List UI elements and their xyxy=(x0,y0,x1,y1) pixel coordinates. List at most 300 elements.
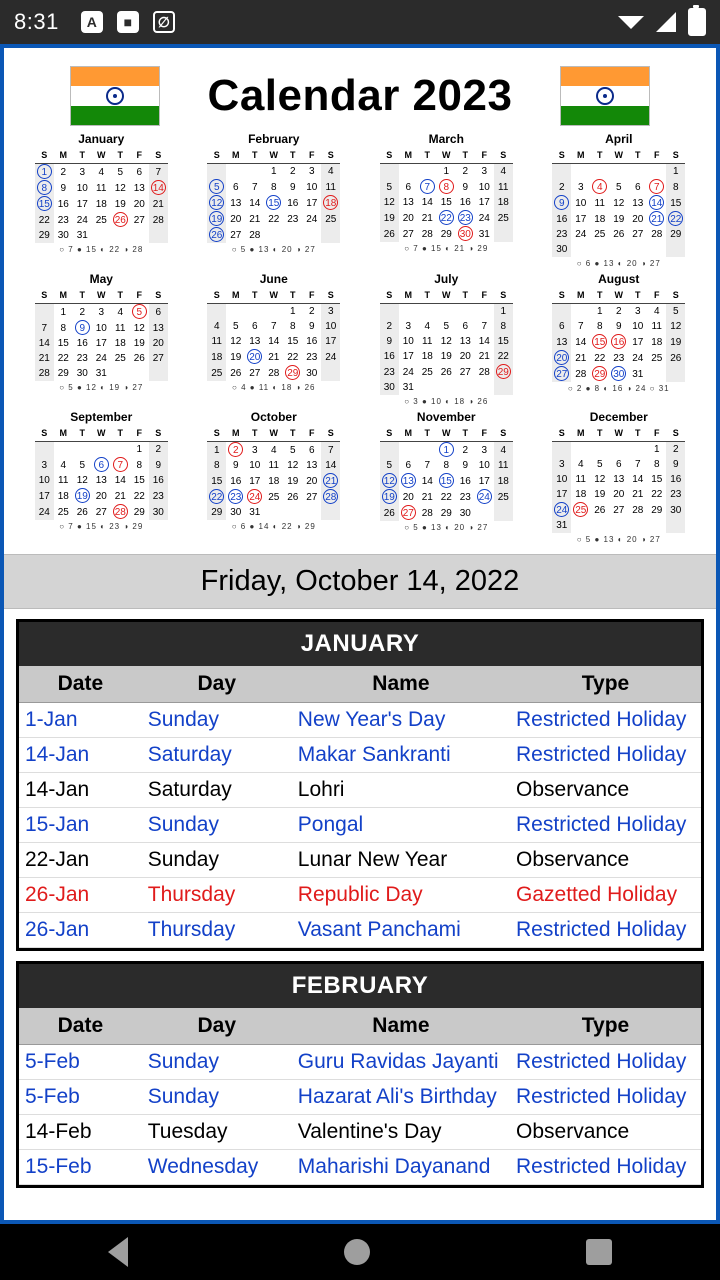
mini-day[interactable]: 3 xyxy=(308,166,315,177)
mini-day[interactable]: 28 xyxy=(111,504,130,520)
mini-day[interactable]: 22 xyxy=(207,489,226,505)
mini-day[interactable]: 6 xyxy=(149,304,168,321)
mini-day[interactable]: 5 xyxy=(289,444,296,456)
mini-day[interactable]: 9 xyxy=(615,321,622,332)
mini-day[interactable]: 1 xyxy=(270,166,277,177)
mini-day[interactable]: 19 xyxy=(207,211,226,227)
mini-day[interactable]: 17 xyxy=(76,198,88,210)
mini-day[interactable]: 10 xyxy=(321,319,340,334)
mini-day[interactable]: 16 xyxy=(57,198,69,210)
mini-month-august[interactable] xyxy=(536,272,703,406)
mini-day[interactable]: 5 xyxy=(130,304,149,321)
mini-day[interactable]: 24 xyxy=(632,352,644,364)
mini-day[interactable]: 11 xyxy=(96,182,107,194)
mini-month-january[interactable] xyxy=(18,132,185,268)
mini-day[interactable]: 10 xyxy=(478,460,490,471)
mini-day[interactable]: 30 xyxy=(380,380,399,395)
mini-day[interactable]: 12 xyxy=(287,460,299,471)
mini-day[interactable]: 28 xyxy=(575,368,587,380)
mini-day[interactable]: 31 xyxy=(76,230,88,241)
mini-day[interactable]: 9 xyxy=(149,457,168,473)
mini-day[interactable]: 6 xyxy=(308,444,315,456)
mini-day[interactable]: 22 xyxy=(666,211,685,227)
mini-day[interactable]: 27 xyxy=(402,228,414,240)
mini-day[interactable]: 1 xyxy=(437,442,456,459)
mini-day[interactable]: 24 xyxy=(575,229,587,240)
mini-month-july[interactable] xyxy=(363,272,530,406)
mini-day[interactable]: 2 xyxy=(462,444,469,456)
mini-day[interactable]: 23 xyxy=(226,489,245,505)
mini-day[interactable]: 25 xyxy=(207,365,226,381)
mini-day[interactable]: 15 xyxy=(440,197,452,208)
mini-day[interactable]: 2 xyxy=(552,179,571,195)
mini-day[interactable]: 23 xyxy=(613,352,625,364)
mini-day[interactable]: 17 xyxy=(249,475,261,487)
mini-day[interactable]: 4 xyxy=(653,306,660,317)
mini-day[interactable]: 7 xyxy=(321,442,340,459)
mini-day[interactable]: 21 xyxy=(268,351,280,363)
mini-day[interactable]: 16 xyxy=(552,211,571,227)
mini-day[interactable]: 26 xyxy=(287,491,299,503)
mini-day[interactable]: 20 xyxy=(149,336,168,351)
mini-day[interactable]: 5 xyxy=(380,179,399,195)
mini-day[interactable]: 21 xyxy=(149,196,168,212)
mini-day[interactable]: 13 xyxy=(613,474,625,485)
mini-day[interactable]: 3 xyxy=(552,457,571,472)
mini-day[interactable]: 10 xyxy=(95,322,107,334)
mini-month-march[interactable] xyxy=(363,132,530,268)
mini-day[interactable]: 15 xyxy=(666,195,685,211)
mini-day[interactable]: 1 xyxy=(653,444,660,455)
table-row[interactable] xyxy=(19,878,701,913)
mini-day[interactable]: 7 xyxy=(424,460,431,471)
mini-day[interactable]: 5 xyxy=(666,304,685,320)
mini-day[interactable]: 30 xyxy=(609,366,628,382)
mini-day[interactable]: 19 xyxy=(73,488,92,504)
mini-day[interactable]: 15 xyxy=(590,334,609,350)
mini-day[interactable]: 21 xyxy=(647,211,666,227)
mini-day[interactable]: 3 xyxy=(98,306,105,318)
mini-day[interactable]: 14 xyxy=(149,180,168,196)
mini-day[interactable]: 30 xyxy=(552,242,571,257)
mini-day[interactable]: 16 xyxy=(609,334,628,350)
mini-day[interactable]: 25 xyxy=(494,210,513,226)
mini-day[interactable]: 23 xyxy=(306,351,318,363)
mini-day[interactable]: 30 xyxy=(666,502,685,518)
mini-day[interactable]: 27 xyxy=(306,491,318,503)
table-row[interactable] xyxy=(19,1150,701,1185)
table-row[interactable] xyxy=(19,913,701,948)
mini-day[interactable]: 11 xyxy=(494,179,513,195)
mini-day[interactable]: 9 xyxy=(60,182,67,194)
mini-day[interactable]: 18 xyxy=(575,489,587,500)
mini-day[interactable]: 9 xyxy=(462,181,469,193)
mini-day[interactable]: 27 xyxy=(230,229,242,241)
mini-day[interactable]: 26 xyxy=(594,504,606,516)
recents-nav-icon[interactable] xyxy=(586,1239,612,1265)
mini-day[interactable]: 23 xyxy=(456,210,475,226)
mini-day[interactable]: 3 xyxy=(634,306,641,317)
mini-day[interactable]: 27 xyxy=(459,366,471,378)
mini-day[interactable]: 30 xyxy=(149,504,168,520)
mini-day[interactable]: 3 xyxy=(481,166,488,177)
mini-day[interactable]: 3 xyxy=(251,444,258,456)
mini-day[interactable]: 20 xyxy=(95,490,107,502)
mini-day[interactable]: 16 xyxy=(306,336,318,347)
mini-day[interactable]: 14 xyxy=(421,475,433,487)
mini-day[interactable]: 20 xyxy=(613,489,625,500)
mini-day[interactable]: 20 xyxy=(230,213,242,225)
mini-day[interactable]: 7 xyxy=(418,179,437,195)
mini-day[interactable]: 22 xyxy=(651,489,663,500)
mini-day[interactable]: 3 xyxy=(35,457,54,473)
mini-day[interactable]: 11 xyxy=(651,321,662,332)
mini-day[interactable]: 11 xyxy=(115,322,126,334)
mini-day[interactable]: 30 xyxy=(456,226,475,242)
mini-day[interactable]: 20 xyxy=(245,349,264,365)
mini-day[interactable]: 4 xyxy=(424,321,431,332)
mini-day[interactable]: 26 xyxy=(76,506,88,518)
mini-day[interactable]: 29 xyxy=(494,364,513,380)
mini-day[interactable]: 25 xyxy=(95,214,107,226)
mini-day[interactable]: 26 xyxy=(111,212,130,228)
mini-day[interactable]: 14 xyxy=(421,197,433,208)
mini-day[interactable]: 4 xyxy=(60,459,67,471)
mini-day[interactable]: 8 xyxy=(494,319,513,334)
mini-day[interactable]: 13 xyxy=(459,336,471,347)
mini-day[interactable]: 19 xyxy=(380,489,399,505)
table-row[interactable] xyxy=(19,843,701,878)
mini-day[interactable]: 20 xyxy=(632,213,644,225)
mini-day[interactable]: 1 xyxy=(289,306,296,317)
mini-day[interactable]: 1 xyxy=(666,164,685,180)
mini-day[interactable]: 27 xyxy=(613,504,625,516)
mini-month-february[interactable] xyxy=(191,132,358,268)
mini-day[interactable]: 24 xyxy=(321,349,340,365)
mini-day[interactable]: 23 xyxy=(380,364,399,380)
mini-day[interactable]: 18 xyxy=(494,473,513,489)
mini-day[interactable]: 19 xyxy=(287,475,299,487)
mini-day[interactable]: 22 xyxy=(268,213,280,225)
mini-day[interactable]: 22 xyxy=(133,490,145,502)
mini-day[interactable]: 7 xyxy=(481,321,488,332)
mini-day[interactable]: 2 xyxy=(60,166,67,178)
mini-day[interactable]: 4 xyxy=(494,164,513,180)
mini-day[interactable]: 28 xyxy=(478,366,490,378)
mini-day[interactable]: 12 xyxy=(230,336,242,347)
mini-day[interactable]: 22 xyxy=(57,353,69,364)
mini-day[interactable]: 1 xyxy=(596,306,603,317)
mini-day[interactable]: 12 xyxy=(76,475,88,486)
mini-day[interactable]: 24 xyxy=(552,502,571,518)
mini-day[interactable]: 6 xyxy=(92,457,111,473)
mini-day[interactable]: 15 xyxy=(207,473,226,489)
mini-day[interactable]: 25 xyxy=(494,489,513,505)
mini-day[interactable]: 30 xyxy=(76,368,88,379)
mini-month-november[interactable] xyxy=(363,410,530,544)
mini-day[interactable]: 17 xyxy=(632,336,644,348)
mini-day[interactable]: 26 xyxy=(380,226,399,242)
mini-day[interactable]: 15 xyxy=(437,473,456,489)
mini-day[interactable]: 6 xyxy=(405,181,412,193)
mini-day[interactable]: 17 xyxy=(402,351,414,362)
mini-day[interactable]: 12 xyxy=(666,319,685,334)
mini-day[interactable]: 7 xyxy=(111,457,130,473)
table-row[interactable] xyxy=(19,738,701,773)
mini-day[interactable]: 7 xyxy=(35,320,54,336)
mini-day[interactable]: 23 xyxy=(287,213,299,225)
mini-day[interactable]: 26 xyxy=(230,367,242,379)
mini-day[interactable]: 24 xyxy=(245,489,264,505)
mini-day[interactable]: 21 xyxy=(632,489,644,500)
mini-day[interactable]: 1 xyxy=(35,164,54,181)
mini-day[interactable]: 25 xyxy=(321,211,340,227)
mini-day[interactable]: 23 xyxy=(149,488,168,504)
mini-day[interactable]: 29 xyxy=(207,505,226,520)
mini-day[interactable]: 14 xyxy=(249,197,261,209)
mini-day[interactable]: 21 xyxy=(421,491,433,503)
mini-day[interactable]: 15 xyxy=(35,196,54,212)
mini-day[interactable]: 2 xyxy=(308,306,315,317)
mini-day[interactable]: 18 xyxy=(268,475,280,487)
mini-day[interactable]: 2 xyxy=(462,166,469,177)
mini-day[interactable]: 16 xyxy=(149,473,168,488)
mini-day[interactable]: 18 xyxy=(594,213,606,225)
mini-day[interactable]: 3 xyxy=(405,321,412,332)
mini-day[interactable]: 13 xyxy=(95,475,107,486)
mini-day[interactable]: 23 xyxy=(76,353,88,364)
mini-month-june[interactable] xyxy=(191,272,358,406)
mini-day[interactable]: 24 xyxy=(306,213,318,225)
mini-day[interactable]: 17 xyxy=(552,487,571,502)
mini-day[interactable]: 6 xyxy=(405,460,412,471)
mini-day[interactable]: 5 xyxy=(232,321,239,332)
mini-day[interactable]: 17 xyxy=(478,475,490,487)
mini-day[interactable]: 14 xyxy=(268,336,280,347)
mini-day[interactable]: 25 xyxy=(114,353,126,364)
mini-day[interactable]: 19 xyxy=(230,351,242,363)
mini-day[interactable]: 10 xyxy=(249,460,261,471)
mini-day[interactable]: 18 xyxy=(114,338,126,349)
mini-day[interactable]: 29 xyxy=(133,506,145,518)
mini-day[interactable]: 14 xyxy=(35,336,54,351)
mini-day[interactable]: 17 xyxy=(321,334,340,349)
mini-day[interactable]: 1 xyxy=(136,444,143,455)
mini-day[interactable]: 19 xyxy=(594,489,606,500)
mini-day[interactable]: 12 xyxy=(133,322,145,334)
mini-day[interactable]: 28 xyxy=(35,366,54,381)
mini-day[interactable]: 17 xyxy=(575,213,587,225)
mini-day[interactable]: 4 xyxy=(207,319,226,334)
mini-day[interactable]: 5 xyxy=(443,321,450,332)
mini-day[interactable]: 6 xyxy=(462,321,469,332)
mini-day[interactable]: 25 xyxy=(57,506,69,518)
mini-day[interactable]: 14 xyxy=(647,195,666,211)
mini-day[interactable]: 20 xyxy=(402,212,414,224)
mini-day[interactable]: 16 xyxy=(459,475,471,487)
mini-day[interactable]: 11 xyxy=(321,179,340,195)
mini-day[interactable]: 13 xyxy=(632,197,644,209)
mini-day[interactable]: 16 xyxy=(287,197,299,209)
mini-day[interactable]: 4 xyxy=(270,444,277,456)
mini-day[interactable]: 13 xyxy=(552,334,571,350)
mini-day[interactable]: 18 xyxy=(321,195,340,211)
mini-day[interactable]: 12 xyxy=(440,336,452,347)
mini-day[interactable]: 2 xyxy=(615,306,622,317)
mini-day[interactable]: 29 xyxy=(283,365,302,381)
mini-day[interactable]: 4 xyxy=(98,166,105,178)
mini-day[interactable]: 1 xyxy=(494,304,513,320)
mini-day[interactable]: 9 xyxy=(289,181,296,193)
mini-day[interactable]: 8 xyxy=(653,459,660,470)
mini-day[interactable]: 1 xyxy=(60,306,67,318)
mini-day[interactable]: 13 xyxy=(133,182,145,194)
mini-day[interactable]: 21 xyxy=(35,351,54,366)
mini-day[interactable]: 28 xyxy=(249,229,261,241)
mini-day[interactable]: 20 xyxy=(402,491,414,503)
mini-day[interactable]: 30 xyxy=(57,230,69,241)
mini-day[interactable]: 25 xyxy=(594,229,606,240)
mini-day[interactable]: 13 xyxy=(399,473,418,489)
mini-day[interactable]: 2 xyxy=(226,442,245,459)
table-row[interactable] xyxy=(19,808,701,843)
mini-day[interactable]: 5 xyxy=(79,459,86,471)
mini-day[interactable]: 20 xyxy=(306,475,318,487)
mini-day[interactable]: 11 xyxy=(207,334,226,349)
table-row[interactable] xyxy=(19,1080,701,1115)
mini-day[interactable]: 1 xyxy=(207,442,226,459)
mini-day[interactable]: 18 xyxy=(207,349,226,365)
mini-day[interactable]: 31 xyxy=(402,382,414,393)
home-nav-icon[interactable] xyxy=(344,1239,370,1265)
mini-day[interactable]: 17 xyxy=(306,197,318,209)
mini-day[interactable]: 30 xyxy=(306,367,318,379)
mini-day[interactable]: 7 xyxy=(634,459,641,470)
mini-day[interactable]: 19 xyxy=(133,338,145,349)
mini-day[interactable]: 18 xyxy=(494,195,513,210)
mini-day[interactable]: 28 xyxy=(421,228,433,240)
mini-day[interactable]: 7 xyxy=(577,321,584,332)
mini-day[interactable]: 15 xyxy=(133,475,145,486)
mini-day[interactable]: 10 xyxy=(478,181,490,193)
mini-day[interactable]: 3 xyxy=(481,444,488,456)
mini-day[interactable]: 4 xyxy=(590,179,609,195)
mini-day[interactable]: 5 xyxy=(207,179,226,195)
mini-day[interactable]: 8 xyxy=(666,179,685,195)
mini-day[interactable]: 17 xyxy=(478,197,490,208)
mini-day[interactable]: 16 xyxy=(459,197,471,208)
mini-month-may[interactable] xyxy=(18,272,185,406)
mini-day[interactable]: 17 xyxy=(35,488,54,504)
mini-day[interactable]: 8 xyxy=(437,179,456,195)
mini-day[interactable]: 28 xyxy=(632,504,644,516)
mini-day[interactable]: 4 xyxy=(494,442,513,459)
mini-day[interactable]: 7 xyxy=(149,164,168,181)
mini-day[interactable]: 29 xyxy=(590,366,609,382)
mini-day[interactable]: 23 xyxy=(57,214,69,226)
mini-day[interactable]: 26 xyxy=(133,353,145,364)
mini-day[interactable]: 8 xyxy=(596,321,603,332)
mini-month-december[interactable] xyxy=(536,410,703,544)
mini-day[interactable]: 1 xyxy=(443,166,450,177)
mini-day[interactable]: 19 xyxy=(613,213,625,225)
mini-day[interactable]: 22 xyxy=(437,210,456,226)
mini-day[interactable]: 15 xyxy=(651,474,663,485)
mini-day[interactable]: 14 xyxy=(478,336,490,347)
mini-day[interactable]: 20 xyxy=(552,350,571,366)
mini-day[interactable]: 15 xyxy=(287,336,299,347)
mini-day[interactable]: 9 xyxy=(462,460,469,471)
mini-day[interactable]: 31 xyxy=(632,368,644,380)
mini-day[interactable]: 15 xyxy=(494,334,513,349)
mini-day[interactable]: 11 xyxy=(575,474,586,485)
mini-day[interactable]: 17 xyxy=(95,338,107,349)
mini-day[interactable]: 30 xyxy=(459,507,471,519)
mini-day[interactable]: 4 xyxy=(321,164,340,180)
mini-day[interactable]: 24 xyxy=(95,353,107,364)
mini-day[interactable]: 12 xyxy=(594,474,606,485)
mini-day[interactable]: 14 xyxy=(575,336,587,348)
mini-day[interactable]: 14 xyxy=(114,475,126,486)
mini-day[interactable]: 18 xyxy=(95,198,107,210)
mini-day[interactable]: 9 xyxy=(380,334,399,349)
mini-day[interactable]: 21 xyxy=(575,352,587,364)
mini-day[interactable]: 15 xyxy=(57,338,69,349)
mini-day[interactable]: 26 xyxy=(666,350,685,366)
mini-day[interactable]: 21 xyxy=(321,473,340,489)
mini-day[interactable]: 16 xyxy=(230,475,242,487)
mini-day[interactable]: 18 xyxy=(421,351,433,362)
mini-day[interactable]: 11 xyxy=(494,458,513,473)
mini-day[interactable]: 27 xyxy=(149,351,168,366)
mini-day[interactable]: 19 xyxy=(666,334,685,350)
mini-day[interactable]: 13 xyxy=(249,336,261,347)
mini-day[interactable]: 4 xyxy=(117,306,124,318)
mini-day[interactable]: 8 xyxy=(443,460,450,471)
mini-day[interactable]: 21 xyxy=(421,212,433,224)
mini-day[interactable]: 2 xyxy=(79,306,86,318)
mini-day[interactable]: 22 xyxy=(494,349,513,364)
mini-day[interactable]: 13 xyxy=(149,320,168,336)
mini-day[interactable]: 31 xyxy=(249,507,261,518)
mini-day[interactable]: 6 xyxy=(615,459,622,470)
mini-day[interactable]: 3 xyxy=(577,181,584,193)
mini-day[interactable]: 28 xyxy=(149,212,168,228)
mini-day[interactable]: 29 xyxy=(35,228,54,243)
mini-day[interactable]: 12 xyxy=(114,182,126,194)
mini-day[interactable]: 20 xyxy=(459,351,471,362)
mini-day[interactable]: 11 xyxy=(58,475,69,486)
table-row[interactable] xyxy=(19,773,701,808)
mini-day[interactable]: 5 xyxy=(596,459,603,470)
mini-day[interactable]: 9 xyxy=(73,320,92,336)
mini-day[interactable]: 21 xyxy=(114,490,126,502)
mini-day[interactable]: 3 xyxy=(321,304,340,320)
mini-day[interactable]: 22 xyxy=(594,352,606,364)
mini-day[interactable]: 8 xyxy=(60,322,67,334)
mini-day[interactable]: 3 xyxy=(79,166,86,178)
mini-day[interactable]: 29 xyxy=(440,228,452,240)
mini-day[interactable]: 25 xyxy=(268,491,280,503)
mini-day[interactable]: 27 xyxy=(399,505,418,521)
mini-day[interactable]: 10 xyxy=(575,197,587,209)
mini-day[interactable]: 7 xyxy=(270,321,277,332)
mini-day[interactable]: 24 xyxy=(76,214,88,226)
mini-day[interactable]: 24 xyxy=(35,504,54,520)
mini-day[interactable]: 12 xyxy=(380,195,399,210)
mini-day[interactable]: 24 xyxy=(402,366,414,378)
mini-day[interactable]: 30 xyxy=(230,507,242,518)
